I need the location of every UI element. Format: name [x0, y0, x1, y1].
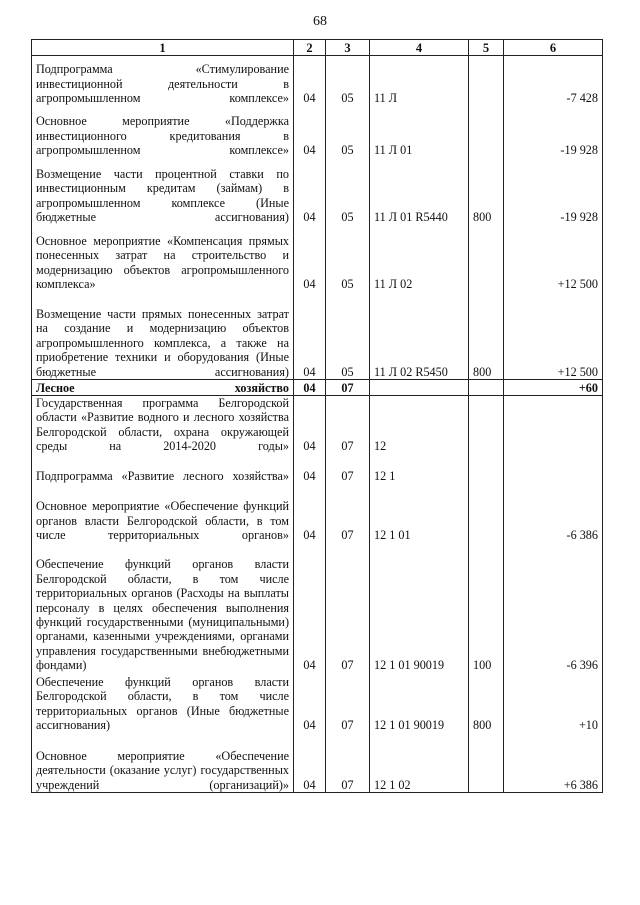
cell-c2: 04: [294, 106, 326, 158]
cell-c4: 12 1: [370, 454, 469, 484]
cell-c4: 12 1 01 90019: [370, 673, 469, 733]
cell-c6: -7 428: [504, 56, 603, 106]
cell-c5: [469, 484, 504, 543]
row-description: Возмещение части процентной ставки по инвестиционным кредитам (займам) в агропромышленном комплексе (Иные бюджетные ассигнования): [32, 158, 294, 225]
budget-table: [31, 39, 603, 793]
cell-c6: [504, 396, 603, 454]
table-row: [32, 158, 603, 225]
row-description: Основное мероприятие «Обеспечение функций органов власти Белгородской области, в том числе территориальных органов»: [32, 484, 294, 543]
cell-c6: -19 928: [504, 106, 603, 158]
cell-c2: 04: [294, 484, 326, 543]
table-row: [32, 733, 603, 793]
cell-c2: 04: [294, 380, 326, 396]
cell-c5: [469, 56, 504, 106]
cell-c3: 07: [326, 673, 370, 733]
cell-c2: 04: [294, 225, 326, 292]
cell-c2: 04: [294, 733, 326, 793]
row-description: Подпрограмма «Развитие лесного хозяйства»: [32, 454, 294, 484]
cell-c2: 04: [294, 396, 326, 454]
cell-c2: 04: [294, 56, 326, 106]
row-description: Основное мероприятие «Компенсация прямых понесенных затрат на строительство и модернизацию объектов агропромышленного комплекса»: [32, 225, 294, 292]
page-number: 68: [313, 14, 327, 29]
column-header: 2: [294, 40, 326, 56]
cell-c5: 800: [469, 158, 504, 225]
row-description: Подпрограмма «Стимулирование инвестиционной деятельности в агропромышленном комплексе»: [32, 56, 294, 106]
cell-c4: 11 Л 01 R5440: [370, 158, 469, 225]
column-header: 5: [469, 40, 504, 56]
cell-c5: [469, 454, 504, 484]
cell-c2: 04: [294, 673, 326, 733]
cell-c5: 800: [469, 673, 504, 733]
table-row: [32, 56, 603, 106]
cell-c5: 800: [469, 292, 504, 380]
cell-c4: 11 Л 02 R5450: [370, 292, 469, 380]
table-row: [32, 396, 603, 454]
table-row: [32, 543, 603, 673]
cell-c4: [370, 380, 469, 396]
column-header: 1: [32, 40, 294, 56]
section-row: [32, 380, 603, 396]
cell-c6: [504, 454, 603, 484]
cell-c5: [469, 106, 504, 158]
cell-c6: +12 500: [504, 225, 603, 292]
cell-c6: +10: [504, 673, 603, 733]
cell-c5: [469, 733, 504, 793]
cell-c3: 05: [326, 292, 370, 380]
column-header: 6: [504, 40, 603, 56]
cell-c4: 12 1 02: [370, 733, 469, 793]
table-row: [32, 106, 603, 158]
row-description: Обеспечение функций органов власти Белгородской области, в том числе территориальных органов (Иные бюджетные ассигнования): [32, 673, 294, 733]
cell-c6: +60: [504, 380, 603, 396]
cell-c3: 07: [326, 380, 370, 396]
cell-c3: 05: [326, 106, 370, 158]
cell-c6: +6 386: [504, 733, 603, 793]
cell-c3: 05: [326, 56, 370, 106]
cell-c6: -6 386: [504, 484, 603, 543]
cell-c6: -6 396: [504, 543, 603, 673]
cell-c6: +12 500: [504, 292, 603, 380]
cell-c2: 04: [294, 454, 326, 484]
table-row: [32, 673, 603, 733]
row-description: Обеспечение функций органов власти Белгородской области, в том числе территориальных органов (Расходы на выплаты персоналу в целях обеспечения выполнения функций государственными (муниципальными) органами, казенными учреждениями, органами управления государственными внебюджетными фондами): [32, 543, 294, 673]
row-description: Основное мероприятие «Поддержка инвестиционного кредитования в агропромышленном комплексе»: [32, 106, 294, 158]
cell-c4: 11 Л 02: [370, 225, 469, 292]
cell-c2: 04: [294, 158, 326, 225]
cell-c3: 05: [326, 158, 370, 225]
cell-c5: [469, 380, 504, 396]
cell-c3: 07: [326, 733, 370, 793]
cell-c4: 12 1 01 90019: [370, 543, 469, 673]
cell-c5: [469, 396, 504, 454]
table-row: [32, 454, 603, 484]
column-header: 3: [326, 40, 370, 56]
table-row: [32, 225, 603, 292]
row-description: Основное мероприятие «Обеспечение деятельности (оказание услуг) государственных учреждений (организаций)»: [32, 733, 294, 793]
cell-c6: -19 928: [504, 158, 603, 225]
cell-c5: [469, 225, 504, 292]
header-row: [32, 40, 603, 56]
cell-c4: 11 Л 01: [370, 106, 469, 158]
table-row: [32, 484, 603, 543]
cell-c2: 04: [294, 543, 326, 673]
table-row: [32, 292, 603, 380]
cell-c4: 12 1 01: [370, 484, 469, 543]
cell-c3: 07: [326, 396, 370, 454]
row-description: Лесное хозяйство: [32, 380, 294, 396]
cell-c3: 07: [326, 543, 370, 673]
cell-c3: 07: [326, 454, 370, 484]
column-header: 4: [370, 40, 469, 56]
cell-c4: 11 Л: [370, 56, 469, 106]
cell-c2: 04: [294, 292, 326, 380]
cell-c5: 100: [469, 543, 504, 673]
cell-c3: 05: [326, 225, 370, 292]
cell-c3: 07: [326, 484, 370, 543]
row-description: Государственная программа Белгородской области «Развитие водного и лесного хозяйства Белгородской области, охрана окружающей среды на 2014-2020 годы»: [32, 396, 294, 454]
row-description: Возмещение части прямых понесенных затрат на создание и модернизацию объектов агропромышленного комплекса, а также на приобретение техники и оборудования (Иные бюджетные ассигнования): [32, 292, 294, 380]
cell-c4: 12: [370, 396, 469, 454]
